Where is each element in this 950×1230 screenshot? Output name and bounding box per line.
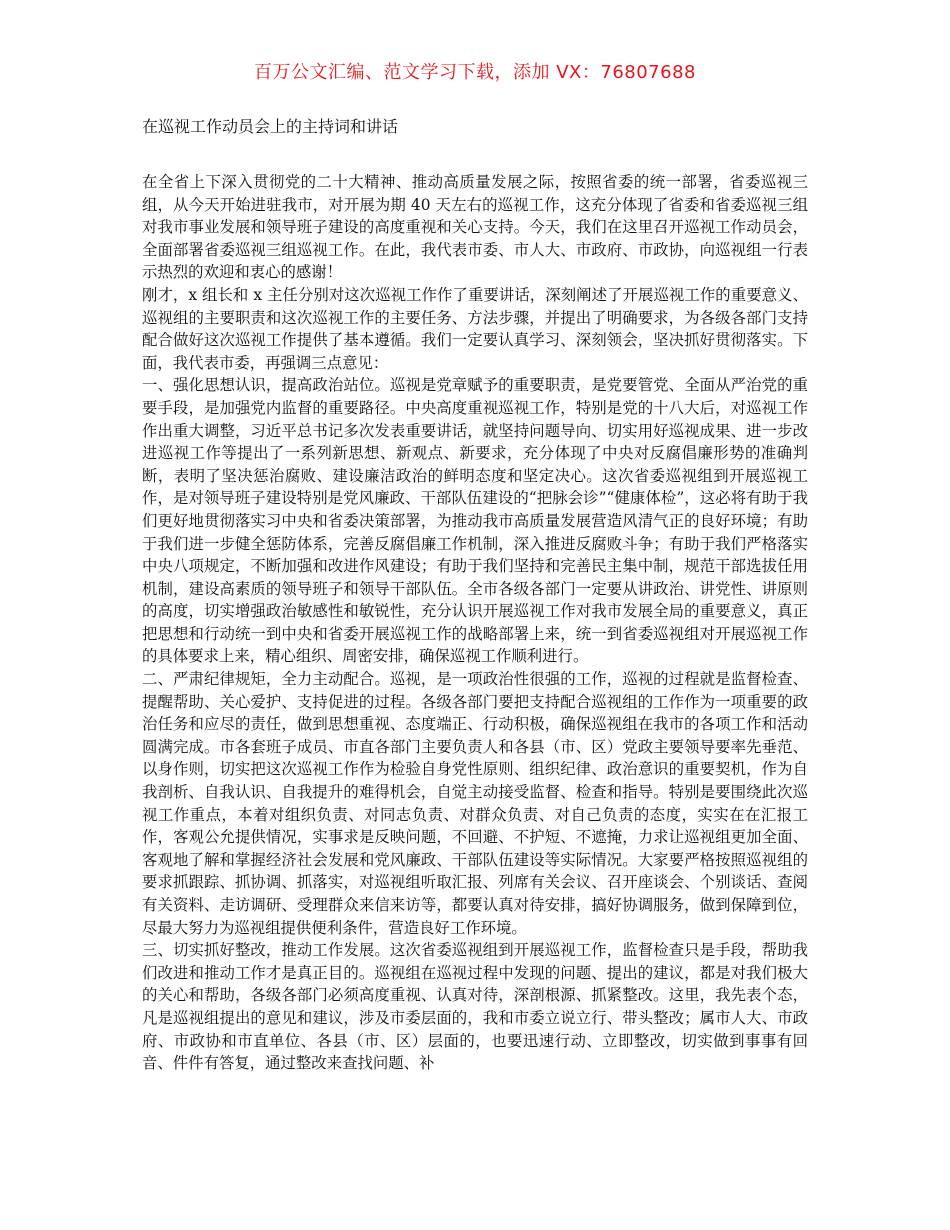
- paragraph-intro: 在全省上下深入贯彻党的二十大精神、推动高质量发展之际，按照省委的统一部署，省委巡视三组，从今天开始进驻我市，对开展为期 40 天左右的巡视工作，这充分体现了省委和省委巡视三组对我市事业发展和领导班子建设的高度重视和关心支持。今天，我们在这里召开巡视工作动员会，全面部署省委巡视三组巡视工作。在此，我代表市委、市人大、市政府、市政协，向巡视组一行表示热烈的欢迎和衷心的感谢！: [142, 173, 808, 282]
- paragraph-point-three: 三、切实抓好整改，推动工作发展。这次省委巡视组到开展巡视工作，监督检查只是手段，帮助我们改进和推动工作才是真正目的。巡视组在巡视过程中发现的问题、提出的建议，都是对我们极大的关心和帮助，各级各部门必须高度重视、认真对待，深剖根源、抓紧整改。这里，我先表个态，凡是巡视组提出的意见和建议，涉及市委层面的，我和市委立说立行、带头整改；属市人大、市政府、市政协和市直单位、各县（市、区）层面的，也要迅速行动、立即整改，切实做到事事有回音、件件有答复，通过整改来查找问题、补: [142, 941, 808, 1073]
- document-body: [142, 171, 808, 1075]
- promo-banner: 百万公文汇编、范文学习下载，添加 VX：76807688: [254, 62, 696, 83]
- paragraph-point-one: 一、强化思想认识，提高政治站位。巡视是党章赋予的重要职责，是党要管党、全面从严治党的重要手段，是加强党内监督的重要路径。中央高度重视巡视工作，特别是党的十八大后，对巡视工作作出重大调整，习近平总书记多次发表重要讲话，就坚持问题导向、切实用好巡视成果、进一步改进巡视工作等提出了一系列新思想、新观点、新要求，充分体现了中央对反腐倡廉形势的准确判断，表明了坚决惩治腐败、建设廉洁政治的鲜明态度和坚定决心。这次省委巡视组到开展巡视工作，是对领导班子建设特别是党风廉政、干部队伍建设的“把脉会诊”“健康体检”，这必将有助于我们更好地贯彻落实习中央和省委决策部署，为推动我市高质量发展营造风清气正的良好环境；有助于我们进一步健全惩防体系，完善反腐倡廉工作机制，深入推进反腐败斗争；有助于我们严格落实中央八项规定，不断加强和改进作风建设；有助于我们坚持和完善民主集中制，规范干部选拔任用机制，建设高素质的领导班子和领导干部队伍。全市各级各部门一定要从讲政治、讲党性、讲原则的高度，切实增强政治敏感性和敏锐性，充分认识开展巡视工作对我市发展全局的重要意义，真正把思想和行动统一到中央和省委开展巡视工作的战略部署上来，统一到省委巡视组对开展巡视工作的具体要求上来，精心组织、周密安排，确保巡视工作顺利进行。: [142, 376, 808, 666]
- paragraph-remarks: 刚才，x 组长和 x 主任分别对这次巡视工作作了重要讲话，深刻阐述了开展巡视工作的重要意义、巡视组的主要职责和这次巡视工作的主要任务、方法步骤，并提出了明确要求，为各级各部门支持配合做好这次巡视工作提供了基本遵循。我们一定要认真学习、深刻领会，坚决抓好贯彻落实。下面，我代表市委，再强调三点意见：: [142, 285, 808, 372]
- document-title: 在巡视工作动员会上的主持词和讲话: [142, 117, 399, 136]
- paragraph-point-two: 二、严肃纪律规矩，全力主动配合。巡视，是一项政治性很强的工作，巡视的过程就是监督检查、提醒帮助、关心爱护、支持促进的过程。各级各部门要把支持配合巡视组的工作作为一项重要的政治任务和应尽的责任，做到思想重视、态度端正、行动积极，确保巡视组在我市的各项工作和活动圆满完成。市各套班子成员、市直各部门主要负责人和各县（市、区）党政主要领导要率先垂范、以身作则，切实把这次巡视工作作为检验自身党性原则、组织纪律、政治意识的重要契机，作为自我剖析、自我认识、自我提升的难得机会，自觉主动接受监督、检查和指导。特别是要围绕此次巡视工作重点，本着对组织负责、对同志负责、对群众负责、对自己负责的态度，实实在在汇报工作，客观公允提供情况，实事求是反映问题，不回避、不护短、不遮掩，力求让巡视组更加全面、客观地了解和掌握经济社会发展和党风廉政、干部队伍建设等实际情况。大家要严格按照巡视组的要求抓跟踪、抓协调、抓落实，对巡视组听取汇报、列席有关会议、召开座谈会、个别谈话、查阅有关资料、走访调研、受理群众来信来访等，都要认真对待安排，搞好协调服务，做到保障到位，尽最大努力为巡视组提供便利条件，营造良好工作环境。: [142, 670, 808, 937]
